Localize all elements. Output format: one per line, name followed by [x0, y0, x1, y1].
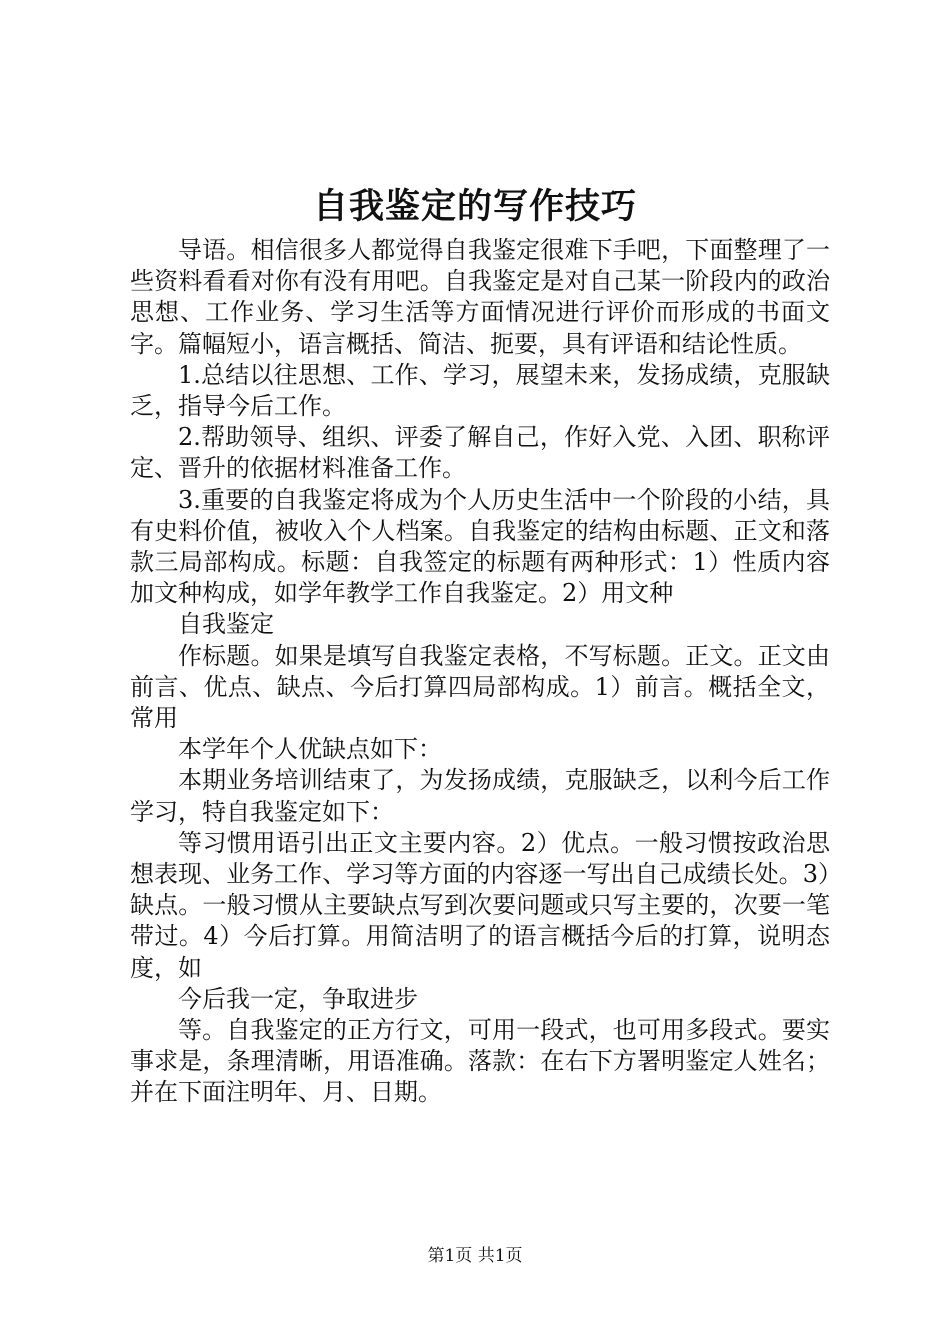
document-body — [130, 235, 830, 1109]
paragraph-example-phrase-2: 本期业务培训结束了，为发扬成绩，克服缺乏，以利今后工作学习，特自我鉴定如下： — [130, 766, 830, 826]
paragraph-example-title: 自我鉴定 — [178, 610, 274, 639]
paragraph-intro: 导语。相信很多人都觉得自我鉴定很难下手吧，下面整理了一些资料看看对你有没有用吧。自我鉴定是对自己某一阶段内的政治思想、工作业务、学习生活等方面情况进行评价而形成的书面文字。篇幅短小，语言概括、简洁、扼要，具有评语和结论性质。 — [130, 236, 830, 358]
paragraph-example-phrase-1: 本学年个人优缺点如下： — [178, 735, 442, 764]
page-footer: 第1页 共1页 — [427, 1246, 523, 1266]
paragraph-body-structure: 作标题。如果是填写自我鉴定表格，不写标题。正文。正文由前言、优点、缺点、今后打算四局部构成。1）前言。概括全文，常用 — [130, 641, 830, 733]
page-title: 自我鉴定的写作技巧 — [312, 186, 637, 227]
paragraph-point-1: 1.总结以往思想、工作、学习，展望未来，发扬成绩，克服缺乏，指导今后工作。 — [130, 360, 830, 421]
paragraph-closing: 等。自我鉴定的正方行文，可用一段式，也可用多段式。要实事求是，条理清晰，用语准确。落款：在右下方署明鉴定人姓名；并在下面注明年、月、日期。 — [130, 1016, 830, 1107]
paragraph-point-3: 3.重要的自我鉴定将成为个人历史生活中一个阶段的小结，具有史料价值，被收入个人档案。自我鉴定的结构由标题、正文和落款三局部构成。标题：自我签定的标题有两种形式：1）性质内容加文种构成，如学年教学工作自我鉴定。2）用文种 — [130, 485, 830, 608]
paragraph-body-details: 等习惯用语引出正文主要内容。2）优点。一般习惯按政治思想表现、业务工作、学习等方面的内容逐一写出自己成绩长处。3）缺点。一般习惯从主要缺点写到次要问题或只写主要的，次要一笔带过。4）今后打算。用简洁明了的语言概括今后的打算，说明态度，如 — [130, 828, 830, 982]
paragraph-example-phrase-3: 今后我一定，争取进步 — [178, 984, 418, 1013]
paragraph-point-2: 2.帮助领导、组织、评委了解自己，作好入党、入团、职称评定、晋升的依据材料准备工作。 — [130, 423, 830, 483]
